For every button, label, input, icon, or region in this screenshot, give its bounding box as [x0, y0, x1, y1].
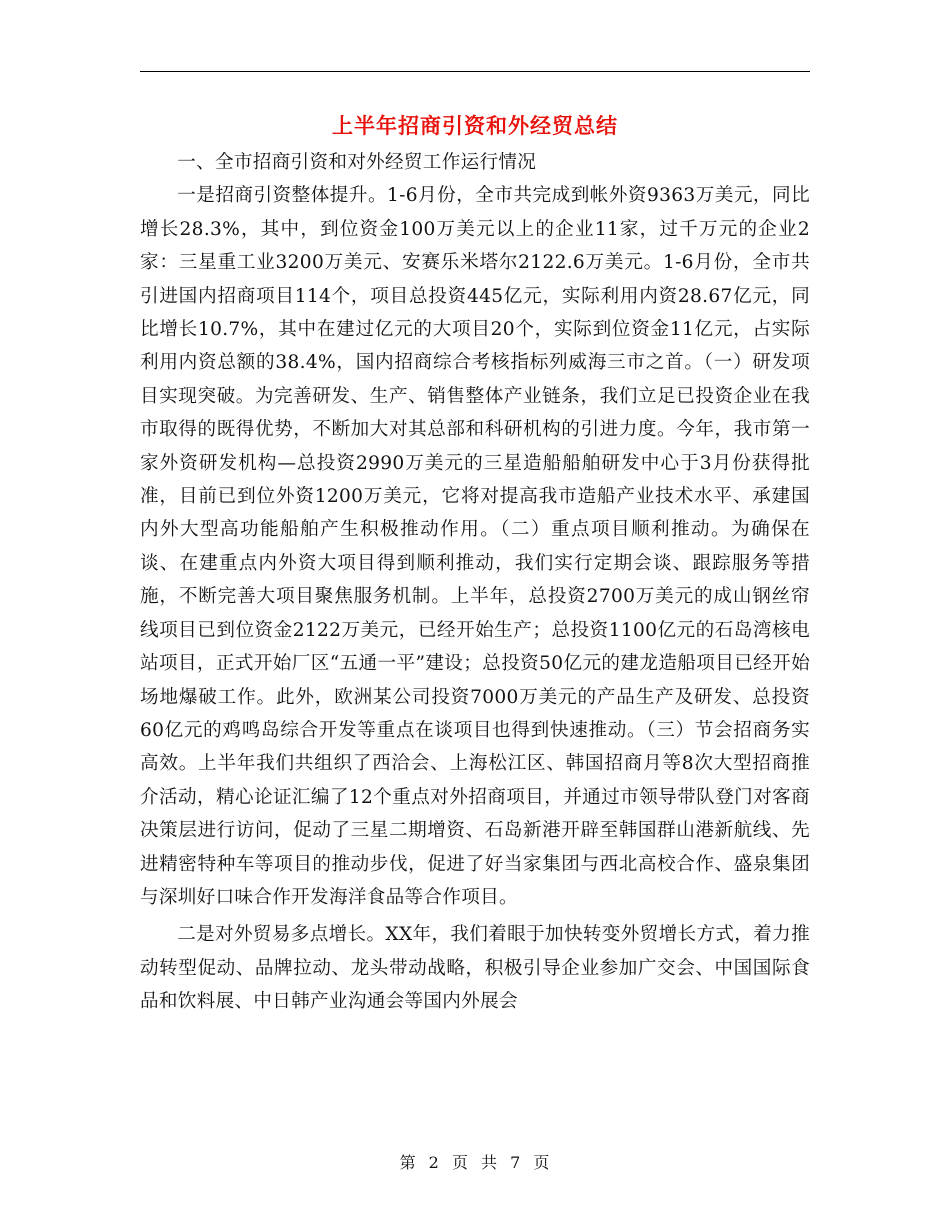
- document-body: [140, 146, 810, 1019]
- section-heading: 一、全市招商引资和对外经贸工作运行情况: [177, 152, 537, 173]
- paragraph-trade: 二是对外贸易多点增长。XX年，我们着眼于加快转变外贸增长方式，着力推动转型促动、品牌拉动、龙头带动战略，积极引导企业参加广交会、中国国际食品和饮料展、中日韩产业沟通会等国内外展会: [140, 924, 810, 1013]
- document-title: 上半年招商引资和外经贸总结: [332, 113, 618, 138]
- page-number: 第 2 页 共 7 页: [399, 1153, 551, 1172]
- paragraph-investment: 一是招商引资整体提升。1-6月份，全市共完成到帐外资9363万美元，同比增长28.3%，其中，到位资金100万美元以上的企业11家，过千万元的企业2家：三星重工业3200万美元、安赛乐米塔尔2122.6万美元。1-6月份，全市共引进国内招商项目114个，项目总投资445亿元，实际利用内资28.67亿元，同比增长10.7%，其中在建过亿元的大项目20个，实际到位资金11亿元，占实际利用内资总额的38.4%，国内招商综合考核指标列威海三市之首。（一）研发项目实现突破。为完善研发、生产、销售整体产业链条，我们立足已投资企业在我市取得的既得优势，不断加大对其总部和科研机构的引进力度。今年，我市第一家外资研发机构—总投资2990万美元的三星造船船舶研发中心于3月份获得批准，目前已到位外资1200万美元，它将对提高我市造船产业技术水平、承建国内外大型高功能船舶产生积极推动作用。（二）重点项目顺利推动。为确保在谈、在建重点内外资大项目得到顺利推动，我们实行定期会谈、跟踪服务等措施，不断完善大项目聚焦服务机制。上半年，总投资2700万美元的成山钢丝帘线项目已到位资金2122万美元，已经开始生产；总投资1100亿元的石岛湾核电站项目，正式开始厂区“五通一平”建设；总投资50亿元的建龙造船项目已经开始场地爆破工作。此外，欧洲某公司投资7000万美元的产品生产及研发、总投资60亿元的鸡鸣岛综合开发等重点在谈项目也得到快速推动。（三）节会招商务实高效。上半年我们共组织了西洽会、上海松江区、韩国招商月等8次大型招商推介活动，精心论证汇编了12个重点对外招商项目，并通过市领导带队登门对客商决策层进行访问，促动了三星二期增资、石岛新港开辟至韩国群山港新航线、先进精密特种车等项目的推动步伐，促进了好当家集团与西北高校合作、盛泉集团与深圳好口味合作开发海洋食品等合作项目。: [140, 185, 810, 908]
- header-rule: [140, 71, 810, 72]
